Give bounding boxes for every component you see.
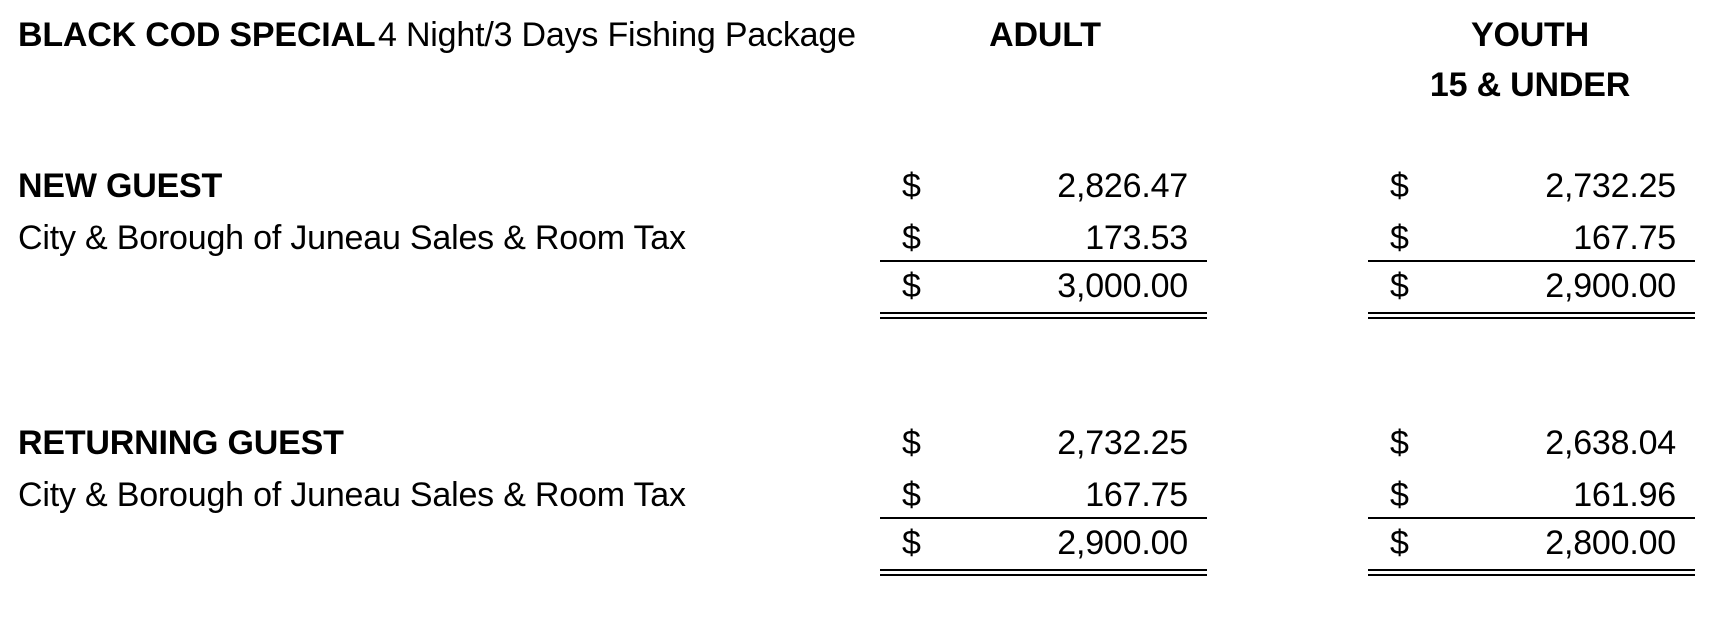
currency-symbol: $ bbox=[902, 476, 921, 514]
youth-column-header: YOUTH bbox=[1470, 16, 1589, 54]
youth-base-price: 2,638.04 bbox=[1545, 424, 1676, 462]
total-double-rule bbox=[880, 569, 1207, 576]
youth-age-subheader: 15 & UNDER bbox=[1429, 66, 1631, 104]
currency-symbol: $ bbox=[1390, 424, 1409, 462]
section-heading: NEW GUEST bbox=[18, 167, 223, 205]
youth-tax-amount: 167.75 bbox=[1573, 219, 1676, 257]
currency-symbol: $ bbox=[1390, 524, 1409, 562]
adult-column-header: ADULT bbox=[989, 16, 1101, 54]
currency-symbol: $ bbox=[902, 424, 921, 462]
total-double-rule bbox=[880, 312, 1207, 319]
adult-base-price: 2,826.47 bbox=[1057, 167, 1188, 205]
youth-base-price: 2,732.25 bbox=[1545, 167, 1676, 205]
tax-label: City & Borough of Juneau Sales & Room Tax bbox=[18, 476, 686, 514]
currency-symbol: $ bbox=[1390, 167, 1409, 205]
subtotal-rule bbox=[1368, 260, 1695, 262]
currency-symbol: $ bbox=[902, 167, 921, 205]
subtotal-rule bbox=[880, 517, 1207, 519]
package-title: BLACK COD SPECIAL bbox=[18, 16, 376, 54]
subtotal-rule bbox=[880, 260, 1207, 262]
currency-symbol: $ bbox=[1390, 267, 1409, 305]
adult-base-price: 2,732.25 bbox=[1057, 424, 1188, 462]
currency-symbol: $ bbox=[902, 524, 921, 562]
youth-total-price: 2,800.00 bbox=[1545, 524, 1676, 562]
tax-label: City & Borough of Juneau Sales & Room Tax bbox=[18, 219, 686, 257]
currency-symbol: $ bbox=[1390, 219, 1409, 257]
youth-tax-amount: 161.96 bbox=[1573, 476, 1676, 514]
total-double-rule bbox=[1368, 569, 1695, 576]
adult-tax-amount: 173.53 bbox=[1085, 219, 1188, 257]
adult-tax-amount: 167.75 bbox=[1085, 476, 1188, 514]
package-subtitle: 4 Night/3 Days Fishing Package bbox=[378, 16, 856, 54]
currency-symbol: $ bbox=[902, 219, 921, 257]
adult-total-price: 3,000.00 bbox=[1057, 267, 1188, 305]
adult-total-price: 2,900.00 bbox=[1057, 524, 1188, 562]
section-heading: RETURNING GUEST bbox=[18, 424, 344, 462]
subtotal-rule bbox=[1368, 517, 1695, 519]
total-double-rule bbox=[1368, 312, 1695, 319]
currency-symbol: $ bbox=[902, 267, 921, 305]
currency-symbol: $ bbox=[1390, 476, 1409, 514]
youth-total-price: 2,900.00 bbox=[1545, 267, 1676, 305]
